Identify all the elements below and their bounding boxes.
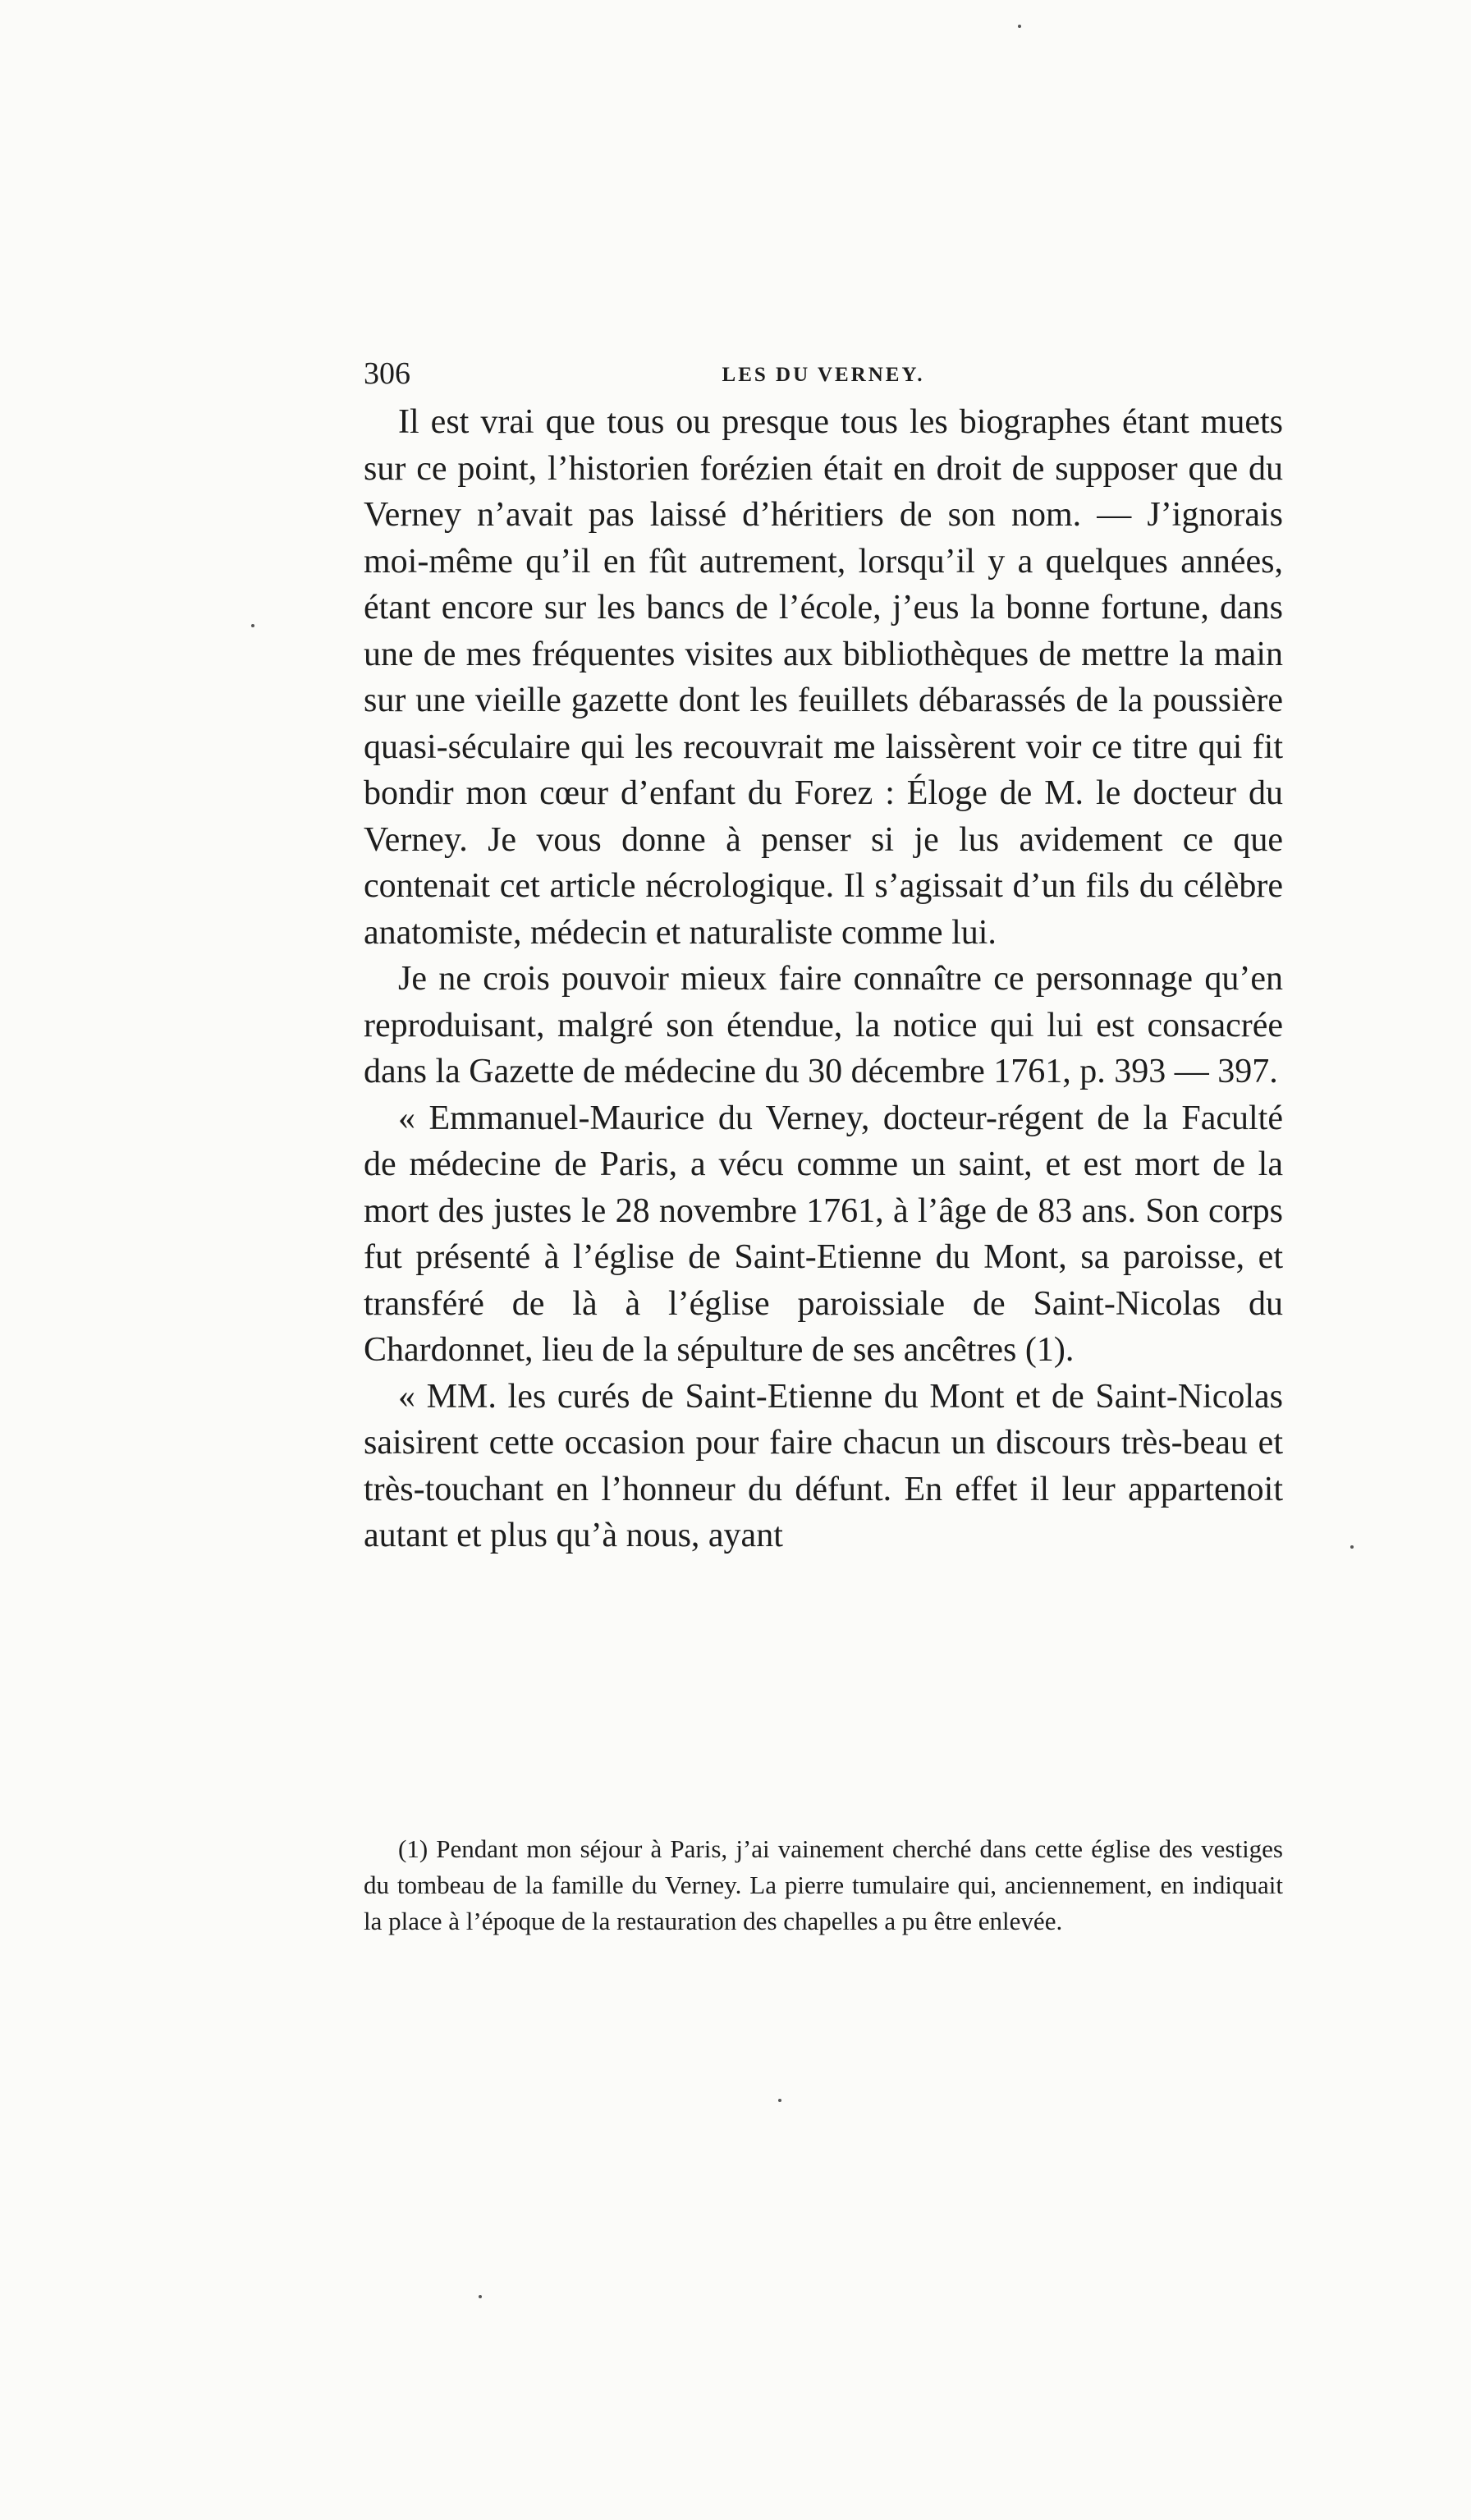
footnotes bbox=[364, 1831, 1283, 1939]
paragraph: « MM. les curés de Saint-Etienne du Mont et de Saint-Nicolas saisirent cette occasion pour faire chacun un discours très-beau et très-touchant en l’honneur du défunt. En effet il leur appartenoit autant et plus qu’à nous, ayant bbox=[364, 1377, 1283, 1554]
scan-speck bbox=[251, 624, 254, 627]
running-title: LES DU VERNEY. bbox=[722, 364, 925, 386]
page-number: 306 bbox=[364, 356, 410, 391]
paragraph: Il est vrai que tous ou presque tous les biographes étant muets sur ce point, l’historien forézien était en droit de supposer que du Verney n’avait pas laissé d’héritiers de son nom. — J’ignorais moi-même qu’il en fût autrement, lorsqu’il y a quelques années, étant encore sur les bancs de l’école, j’eus la bonne fortune, dans une de mes fréquentes visites aux bibliothèques de mettre la main sur une vieille gazette dont les feuillets débarassés de la poussière quasi-séculaire qui les recouvrait me laissèrent voir ce titre qui fit bondir mon cœur d’enfant du Forez : Éloge de M. le docteur du Verney. Je vous donne à penser si je lus avidement ce que contenait cet article nécrologique. Il s’agissait d’un fils du célèbre anatomiste, médecin et naturaliste comme lui. bbox=[364, 403, 1283, 952]
main-text bbox=[364, 399, 1283, 1559]
page-header bbox=[364, 353, 1283, 394]
scan-speck bbox=[479, 2295, 482, 2298]
scan-speck bbox=[1018, 25, 1021, 28]
footnote: (1) Pendant mon séjour à Paris, j’ai vainement cherché dans cette église des vestiges du tombeau de la famille du Verney. La pierre tumulaire qui, anciennement, en indiquait la place à l’époque de la restauration des chapelles a pu être enlevée. bbox=[364, 1834, 1283, 1935]
scan-speck bbox=[778, 2099, 781, 2102]
paragraph: « Emmanuel-Maurice du Verney, docteur-régent de la Faculté de médecine de Paris, a vécu comme un saint, et est mort de la mort des justes le 28 novembre 1761, à l’âge de 83 ans. Son corps fut présenté à l’église de Saint-Etienne du Mont, sa paroisse, et transféré de là à l’église paroissiale de Saint-Nicolas du Chardonnet, lieu de la sépulture de ses ancêtres (1). bbox=[364, 1099, 1283, 1369]
scan-speck bbox=[1350, 1545, 1354, 1549]
paragraph: Je ne crois pouvoir mieux faire connaître ce personnage qu’en reproduisant, malgré son étendue, la notice qui lui est consacrée dans la Gazette de médecine du 30 décembre 1761, p. 393 — 397. bbox=[364, 960, 1283, 1090]
